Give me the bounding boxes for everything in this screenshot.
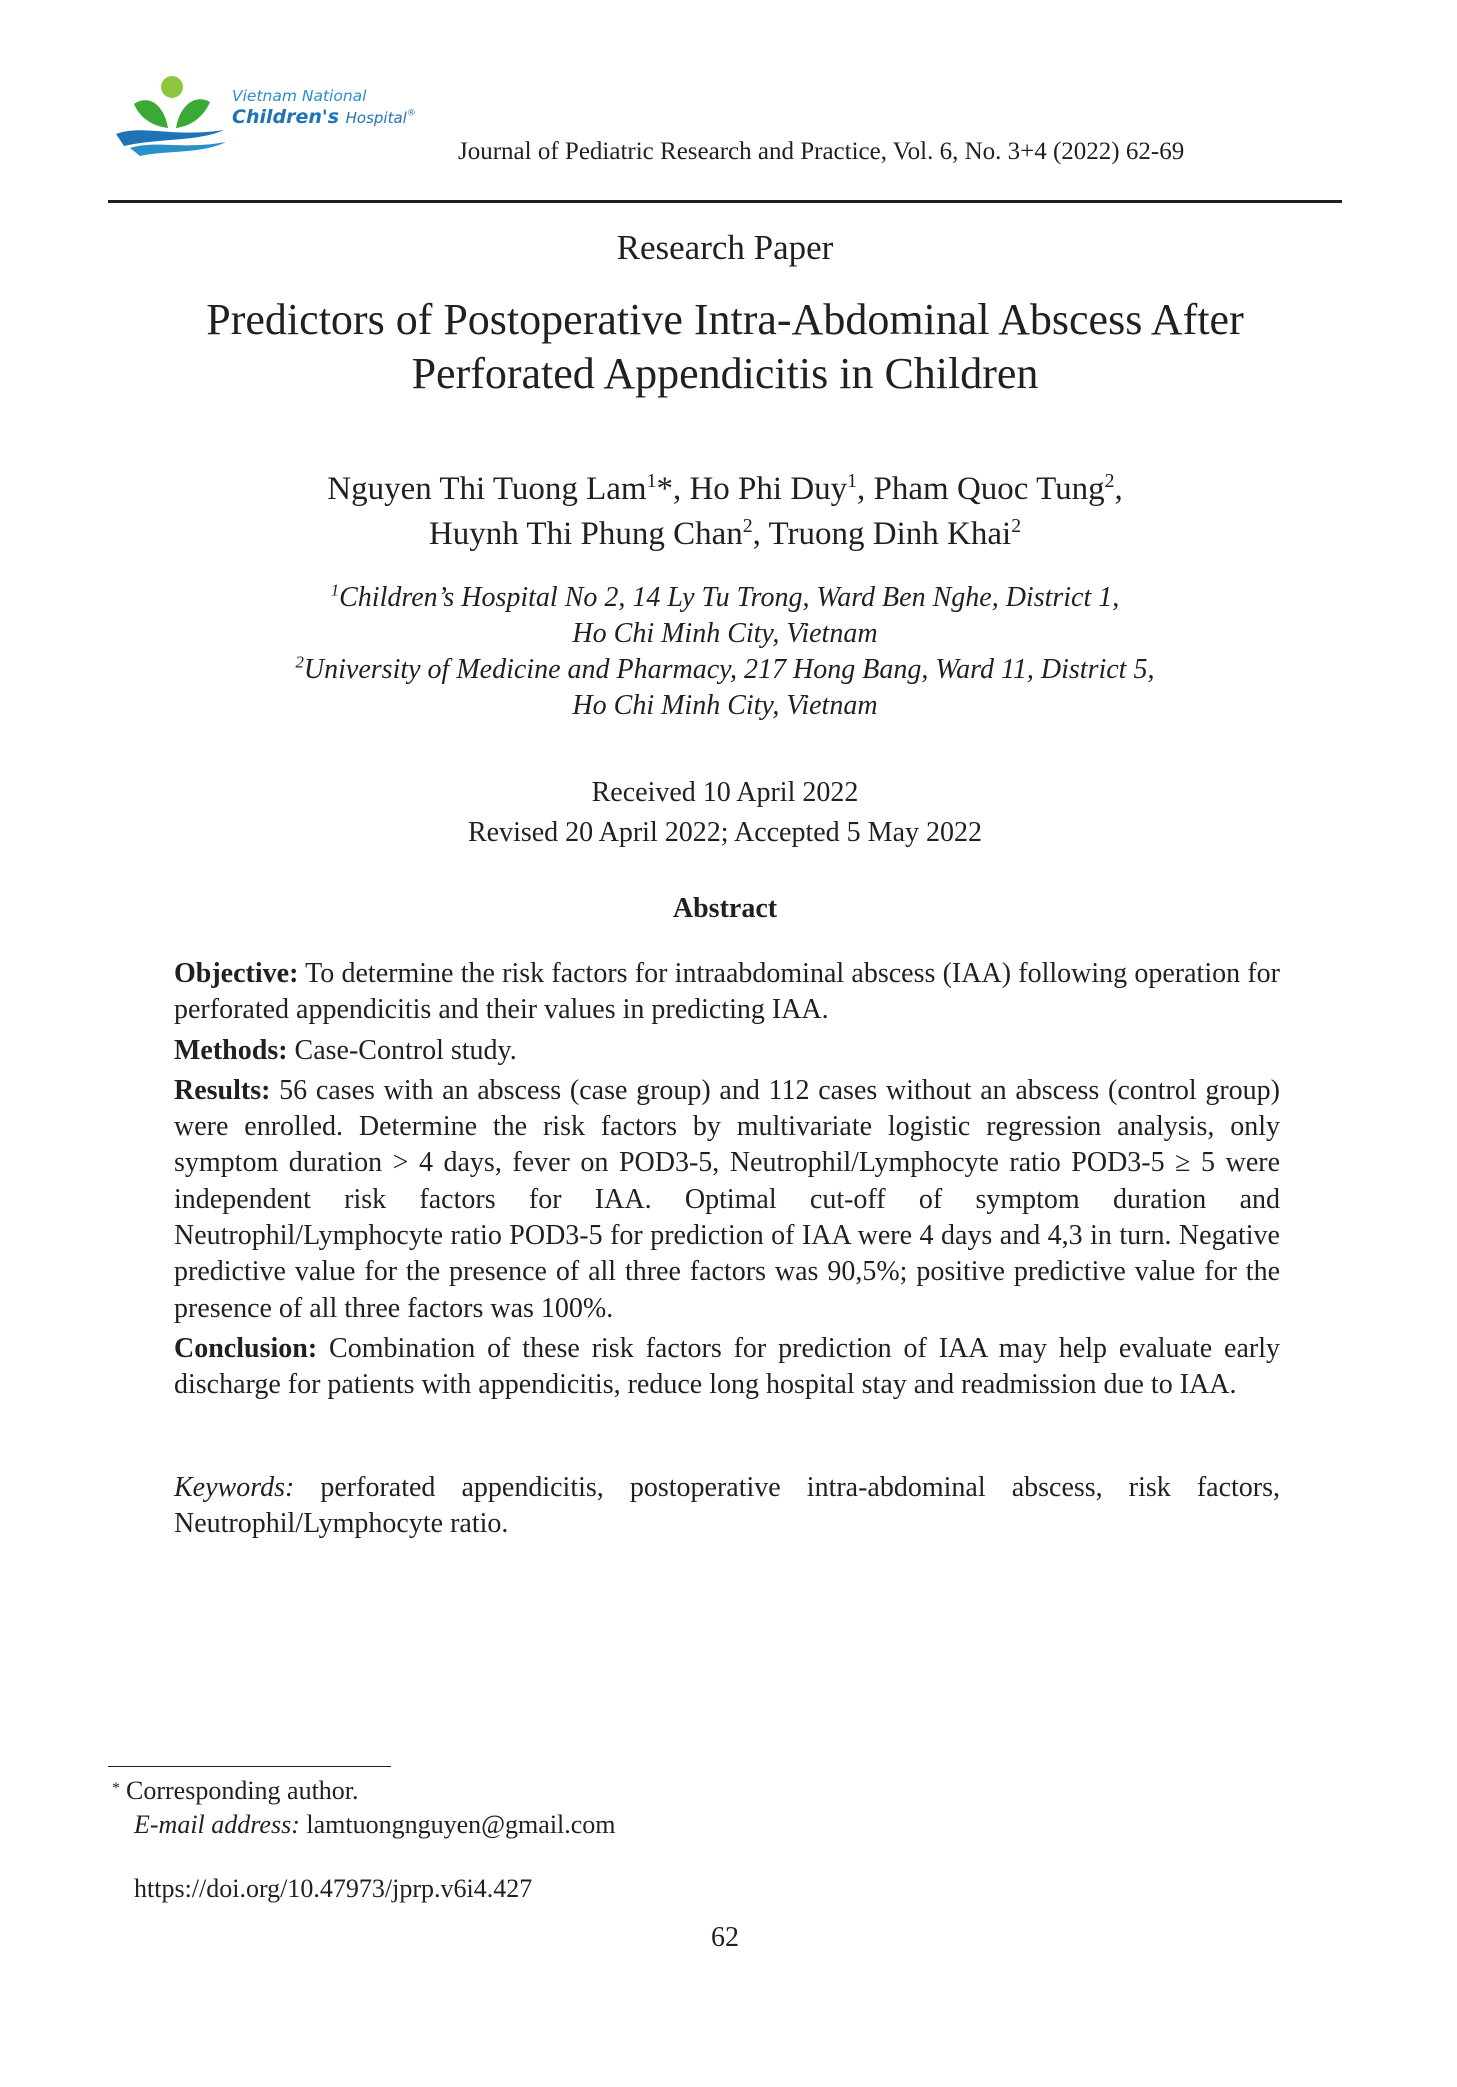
email-label: E-mail address: — [134, 1810, 300, 1839]
header-rule — [108, 200, 1342, 203]
authors-line-2: Huynh Thi Phung Chan$^2$, Truong Dinh Khai$^2$ — [428, 515, 1022, 552]
affiliation-2-line-2: Ho Chi Minh City, Vietnam — [572, 690, 878, 721]
keywords-text: perforated appendicitis, postoperative intra-abdominal abscess, risk factors, Neutrophil/Lymphocyte ratio. — [174, 1472, 1280, 1540]
author-affil-sup: 2 — [1011, 515, 1022, 537]
registered-mark: ® — [406, 108, 416, 119]
title-line-1: Predictors of Postoperative Intra-Abdominal Abscess After — [206, 295, 1244, 344]
logo-line-2 — [232, 106, 416, 128]
author-name: Nguyen Thi Tuong Lam — [327, 471, 647, 507]
affiliation-1-line-2: Ho Chi Minh City, Vietnam — [572, 618, 878, 649]
affiliation-2-line-1 — [108, 652, 1342, 688]
footnote-line-2 — [112, 1808, 616, 1842]
received-date: Received 10 April 2022 — [591, 777, 859, 808]
conclusion-label: Conclusion: — [174, 1332, 318, 1364]
title-line-2: Perforated Appendicitis in Children — [411, 349, 1039, 398]
page-number: 62 — [711, 1922, 739, 1953]
logo-line-1: Vietnam National — [232, 87, 367, 105]
abstract-body — [174, 956, 1280, 1404]
affiliation-text: Children’s Hospital No 2, 14 Ly Tu Trong, Ward Ben Nghe, District 1, — [339, 582, 1120, 613]
methods-text: Case-Control study. — [294, 1034, 517, 1066]
corresponding-author: Corresponding author. — [126, 1776, 359, 1805]
author-affil-sup: 1 — [847, 470, 858, 492]
results-text: 56 cases with an abscess (case group) and 112 cases without an abscess (control group) were enrolled. Determine the risk factors by multivariate logistic regression analysis, only symptom duration > 4 days, fever on POD3-5, Neutrophil/Lymphocyte ratio POD3-5 ≥ 5 were independent risk factors for IAA. Optimal cut-off of symptom duration and Neutrophil/Lymphocyte ratio POD3-5 for prediction of IAA were 4 days and 4,3 in turn. Negative predictive value for the presence of all three factors was 90,5%; positive predictive value for the presence of all three factors was 100%. — [174, 1074, 1280, 1324]
article-dates — [108, 773, 1342, 853]
corresponding-mark: * — [656, 471, 673, 507]
author-name: Pham Quoc Tung — [873, 471, 1105, 507]
keywords-label: Keywords: — [174, 1472, 295, 1503]
footnote — [112, 1774, 616, 1842]
abstract-heading: Abstract — [672, 893, 778, 924]
journal-citation: Journal of Pediatric Research and Practice, Vol. 6, No. 3+4 (2022) 62-69 — [458, 138, 1185, 165]
footnote-line-1 — [112, 1774, 616, 1808]
abstract-conclusion — [174, 1331, 1280, 1404]
author-affil-sup: 2 — [1104, 470, 1115, 492]
methods-label: Methods: — [174, 1034, 288, 1066]
paper-type: Research Paper — [616, 228, 834, 267]
logo-line-2-sub: Hospital — [345, 109, 407, 127]
author-name: Truong Dinh Khai — [768, 516, 1012, 552]
paper-title — [108, 293, 1342, 401]
author-list — [108, 467, 1342, 557]
keywords — [174, 1470, 1280, 1543]
author-affil-sup: 2 — [742, 515, 753, 537]
hospital-logo — [112, 68, 432, 158]
abstract-results — [174, 1073, 1280, 1327]
author-name: Huynh Thi Phung Chan — [428, 516, 743, 552]
affiliation-text: University of Medicine and Pharmacy, 217 Hong Bang, Ward 11, District 5, — [303, 654, 1155, 685]
footnote-rule — [108, 1766, 391, 1767]
objective-text: To determine the risk factors for intraabdominal abscess (IAA) following operation for perforated appendicitis and their values in predicting IAA. — [174, 958, 1280, 1026]
affiliation-sup: 1 — [330, 580, 340, 600]
authors-line-1: Nguyen Thi Tuong Lam$^1$*, Ho Phi Duy$^1$, Pham Quoc Tung$^2$, — [327, 470, 1123, 507]
objective-label: Objective: — [174, 958, 299, 989]
logo-icon — [112, 68, 232, 158]
abstract-methods — [174, 1033, 1280, 1069]
author-name: Ho Phi Duy — [689, 471, 848, 507]
email-link[interactable]: lamtuongnguyen@gmail.com — [306, 1810, 616, 1839]
affiliation-sup: 2 — [295, 652, 304, 672]
affiliations — [108, 580, 1342, 724]
conclusion-text: Combination of these risk factors for prediction of IAA may help evaluate early discharge for patients with appendicitis, reduce long hospital stay and readmission due to IAA. — [174, 1332, 1281, 1401]
author-affil-sup: 1 — [646, 470, 657, 492]
logo-line-2-main: Children's — [232, 106, 340, 128]
revised-accepted-date: Revised 20 April 2022; Accepted 5 May 2022 — [467, 817, 983, 848]
abstract-objective — [174, 956, 1280, 1029]
results-label: Results: — [174, 1074, 271, 1106]
affiliation-1-line-1 — [108, 580, 1342, 616]
doi-link[interactable]: https://doi.org/10.47973/jprp.v6i4.427 — [134, 1874, 533, 1903]
footnote-star: * — [112, 1780, 120, 1797]
